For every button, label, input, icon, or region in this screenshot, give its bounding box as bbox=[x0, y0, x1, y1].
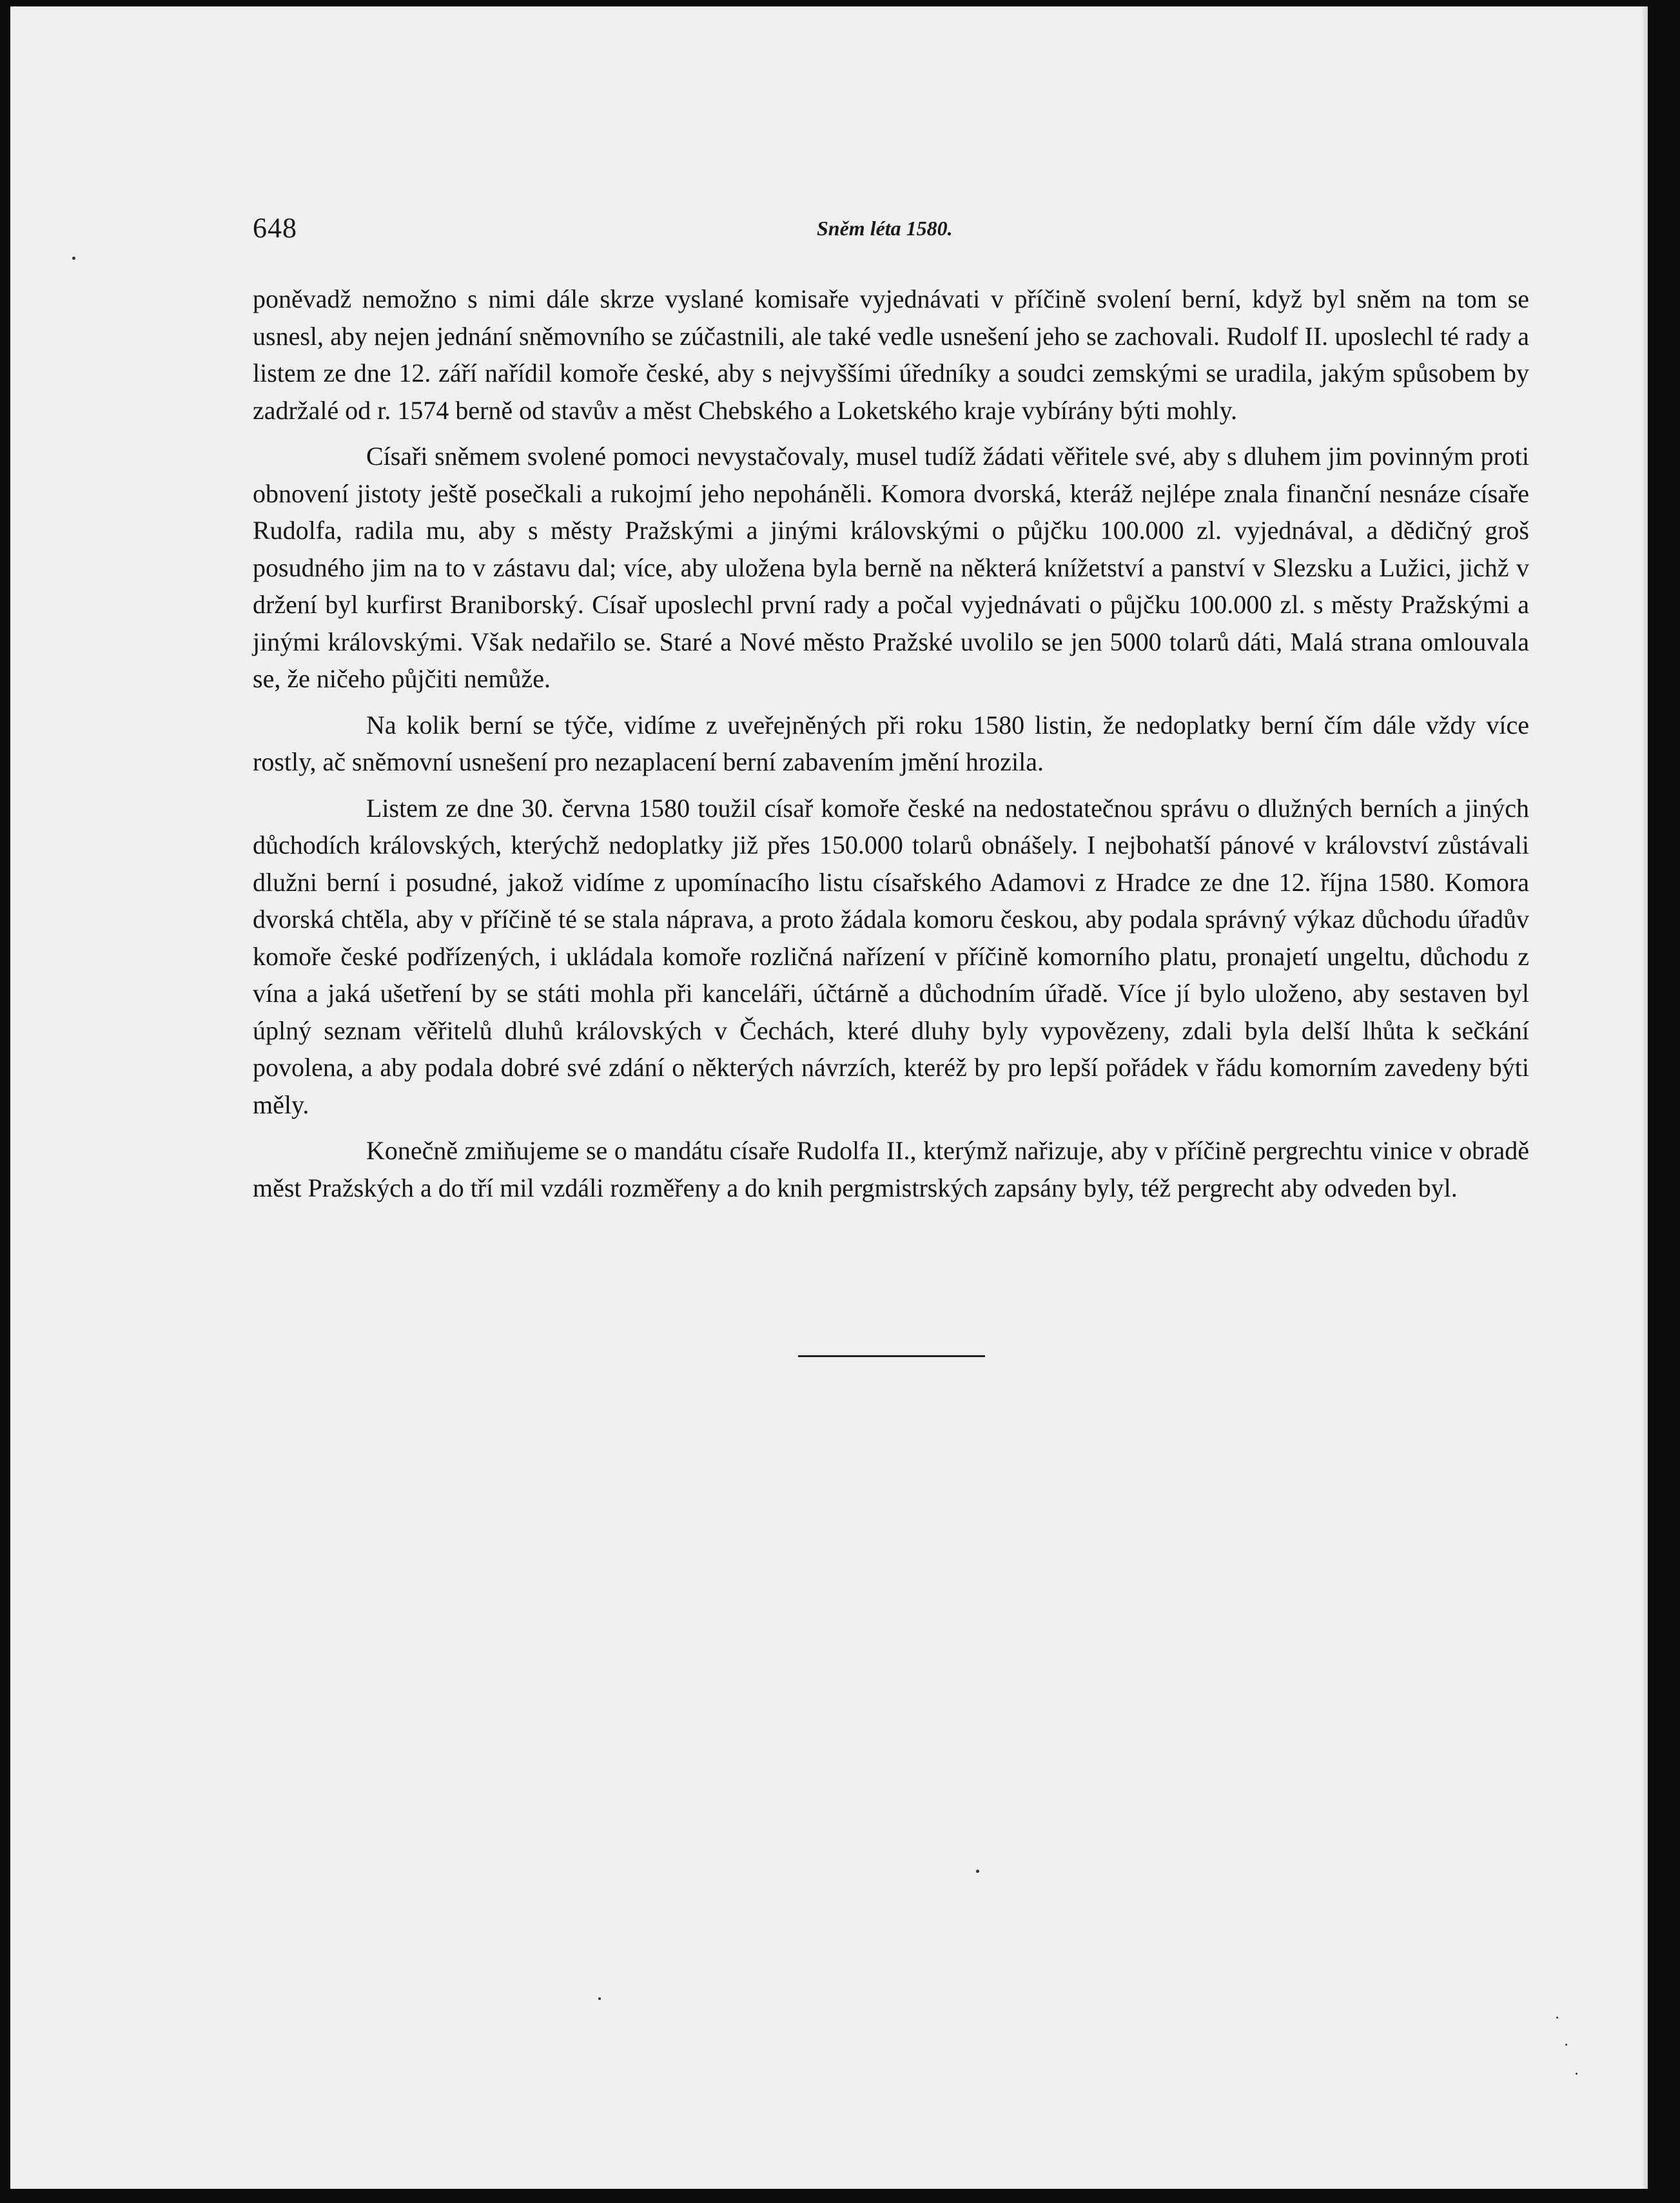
paragraph-1: poněvadž nemožno s nimi dále skrze vyslané komisaře vyjednávati v příčině svolení berní, když byl sněm na tom se usnesl, aby nejen jednání sněmovního se zúčastnili, ale také vedle usnešení jeho se zachovali. Rudolf II. uposlechl té rady a listem ze dne 12. září nařídil komoře české, aby s nejvyššími úředníky a soudci zemskými se uradila, jakým spůsobem by zadržalé od r. 1574 berně od stavův a měst Chebského a Loketského kraje vybírány býti mohly. bbox=[253, 284, 1529, 425]
paragraph-5: Konečně zmiňujeme se o mandátu císaře Rudolfa II., kterýmž nařizuje, aby v příčině pergrechtu vinice v obradě měst Pražských a do tří mil vzdáli rozměřeny a do knih pergmistrských zapsány byly, též pergrecht aby odveden byl. bbox=[253, 1136, 1529, 1202]
scan-speck bbox=[1556, 2017, 1558, 2019]
section-separator bbox=[798, 1355, 985, 1357]
scan-speck bbox=[1565, 2044, 1567, 2046]
page-number: 648 bbox=[253, 212, 297, 244]
paragraph-2: Císaři sněmem svolené pomoci nevystačovaly, musel tudíž žádati věřitele své, aby s dluhem jim povinným proti obnovení jistoty ještě posečkali a rukojmí jeho nepoháněli. Komora dvorská, kteráž nejlépe znala finanční nesnáze císaře Rudolfa, radila mu, aby s městy Pražskými a jinými královskými o půjčku 100.000 zl. vyjednával, a dědičný groš posudného jim na to v zástavu dal; více, aby uložena byla berně na některá knížetství a panství v Slezsku a Lužici, jichž v držení byl kurfirst Braniborský. Císař uposlechl první rady a počal vyjednávati o půjčku 100.000 zl. s městy Pražskými a jinými královskými. Však nedařilo se. Staré a Nové město Pražské uvolilo se jen 5000 tolarů dáti, Malá strana omlouvala se, že ničeho půjčiti nemůže. bbox=[253, 442, 1529, 693]
paragraph-4: Listem ze dne 30. června 1580 toužil císař komoře české na nedostatečnou správu o dlužných berních a jiných důchodích královských, kterýchž nedoplatky již přes 150.000 tolarů obnášely. I nejbohatší pánové v království zůstávali dlužni berní i posudné, jakož vidíme z upomínacího listu císařského Adamovi z Hradce ze dne 12. října 1580. Komora dvorská chtěla, aby v příčině té se stala náprava, a proto žádala komoru českou, aby podala správný výkaz důchodu úřadův komoře české podřízených, i ukládala komoře rozličná nařízení v příčině komorního platu, pronajetí ungeltu, důchodu z vína a jaká ušetření by se státi mohla při kanceláři, účtárně a důchodním úřadě. Více jí bylo uloženo, aby sestaven byl úplný seznam věřitelů dluhů královských v Čechách, které dluhy byly vypovězeny, zdali byla delší lhůta k sečkání povolena, a aby podala dobré své zdání o některých návrzích, kteréž by pro lepší pořádek v řádu komorním zavedeny býti měly. bbox=[253, 793, 1529, 1119]
scan-speck bbox=[598, 1997, 601, 2000]
body-text bbox=[253, 280, 1529, 1206]
running-head: Sněm léta 1580. bbox=[817, 217, 953, 240]
book-page bbox=[10, 6, 1648, 2189]
scan-speck bbox=[72, 257, 75, 260]
page-edge-shadow bbox=[1641, 6, 1648, 2189]
scan-speck bbox=[976, 1870, 979, 1873]
scan-speck bbox=[1576, 2073, 1577, 2075]
paragraph-3: Na kolik berní se týče, vidíme z uveřejněných při roku 1580 listin, že nedoplatky berní čím dále vždy více rostly, ač sněmovní usnešení pro nezaplacení berní zabavením jmění hrozila. bbox=[253, 710, 1529, 776]
page-header bbox=[253, 211, 1529, 250]
